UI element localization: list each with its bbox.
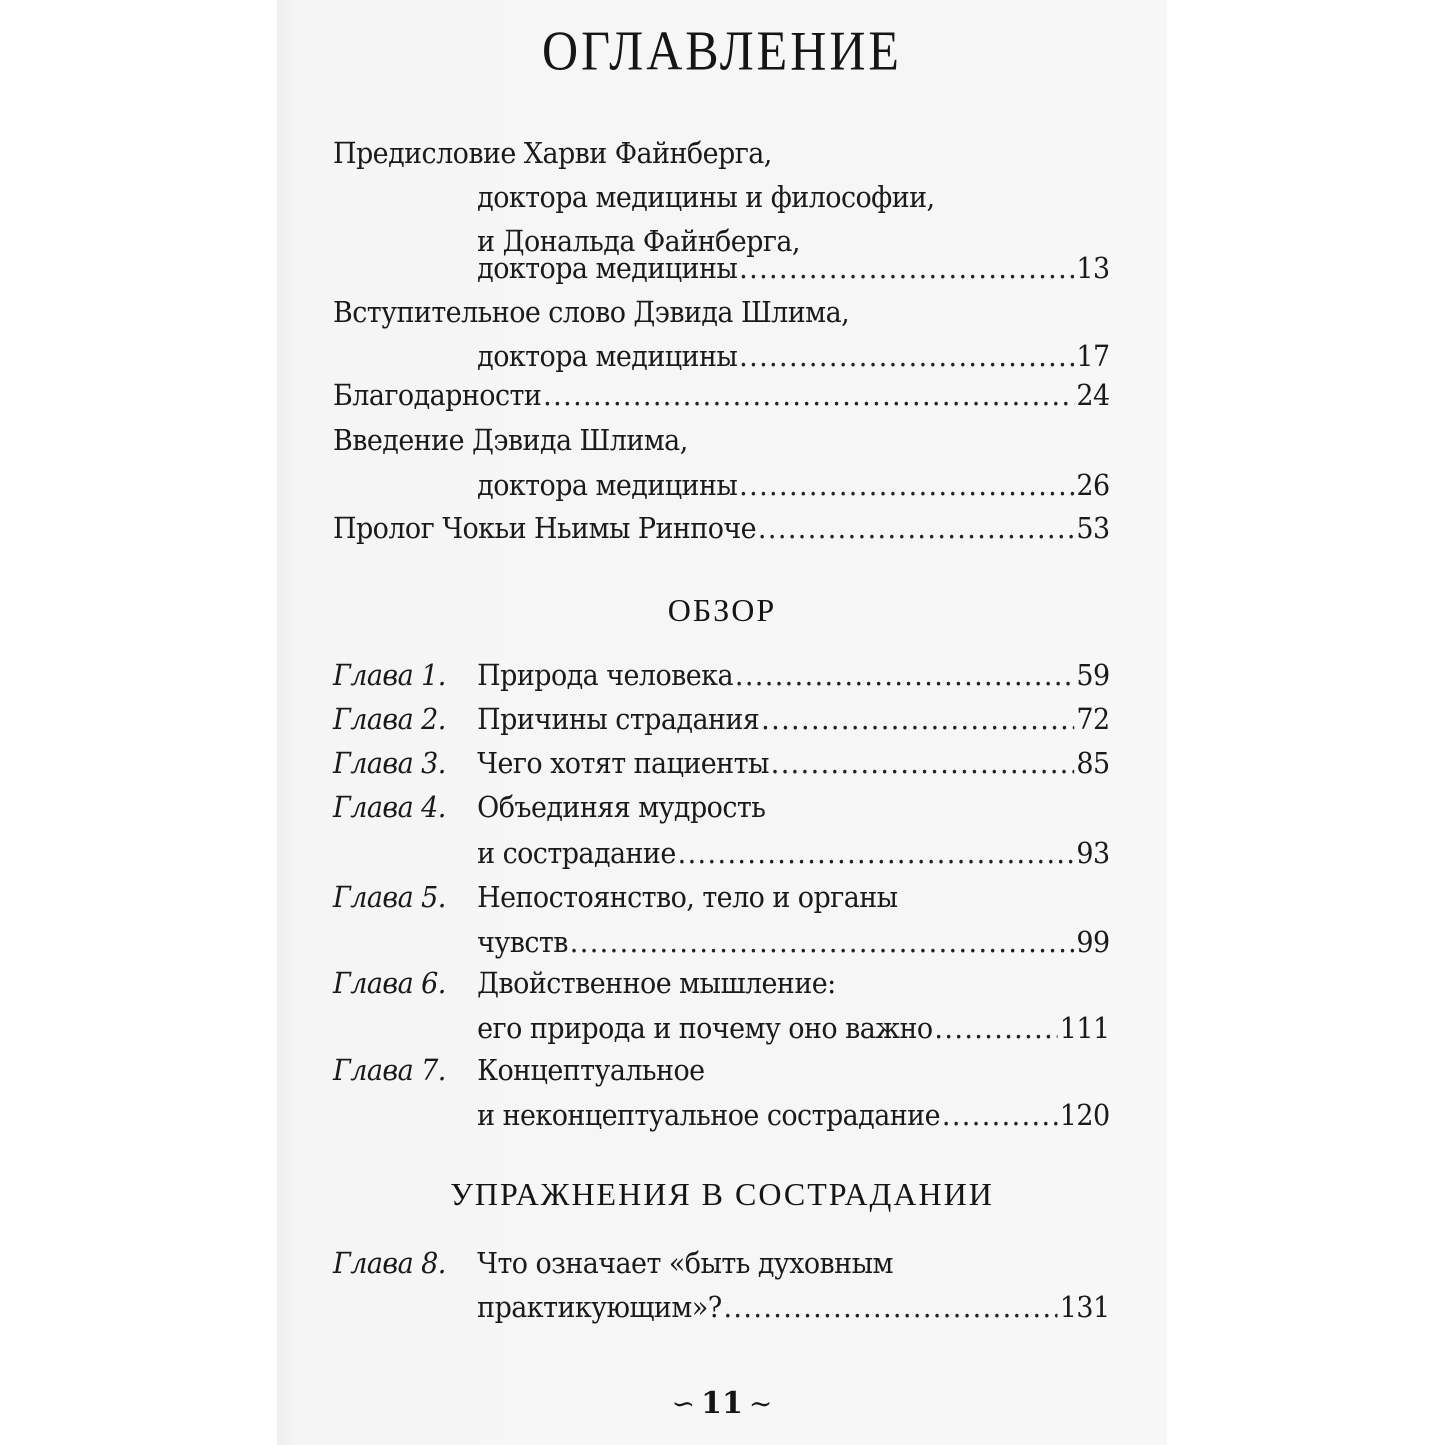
chapter-label: Глава 1.	[333, 658, 446, 692]
leader-dots	[678, 833, 1075, 873]
section-title-overview: ОБЗОР	[667, 592, 777, 628]
toc-entry-chapter-8-page-line	[333, 1287, 1110, 1327]
ornament-left-icon: ∽	[671, 1387, 696, 1420]
entry-text: Природа человека	[477, 658, 733, 692]
book-page	[277, 0, 1167, 1445]
chapter-label: Глава 3.	[333, 746, 446, 780]
page-footer	[277, 1386, 1167, 1421]
toc-entry-chapter-1[interactable]	[333, 655, 1110, 695]
toc-entry-acknowledgements[interactable]	[333, 375, 1110, 415]
page-number: 26	[1076, 468, 1110, 502]
entry-text: Вступительное слово Дэвида Шлима,	[333, 295, 850, 329]
page-number: 85	[1076, 746, 1110, 780]
leader-dots	[739, 248, 1074, 288]
leader-dots	[739, 465, 1074, 505]
page-number: 72	[1076, 702, 1110, 736]
toc-entry-chapter-7-page-line	[333, 1095, 1110, 1135]
entry-text: чувств	[477, 925, 568, 959]
page-number: 59	[1076, 658, 1110, 692]
entry-text: Двойственное мышление:	[477, 966, 836, 1000]
section-title-exercises: УПРАЖНЕНИЯ В СОСТРАДАНИИ	[450, 1176, 994, 1212]
chapter-label: Глава 7.	[333, 1053, 446, 1087]
toc-entry-chapter-8[interactable]	[333, 1243, 1110, 1283]
leader-dots	[758, 508, 1075, 548]
entry-text: и неконцептуальное сострадание	[477, 1098, 940, 1132]
chapter-label: Глава 8.	[333, 1246, 446, 1280]
page-number: 99	[1076, 925, 1110, 959]
toc-entry-chapter-5[interactable]	[333, 877, 1110, 917]
toc-entry-chapter-7[interactable]	[333, 1050, 1110, 1090]
toc-entry-preface-page-line	[333, 248, 1110, 288]
toc-entry-prologue[interactable]	[333, 508, 1110, 548]
leader-dots	[570, 922, 1075, 962]
page-number: 53	[1076, 511, 1110, 545]
toc-entry-chapter-2[interactable]	[333, 699, 1110, 739]
entry-text: Объединяя мудрость	[477, 790, 766, 824]
toc-entry-chapter-3[interactable]	[333, 743, 1110, 783]
entry-text: его природа и почему оно важно	[477, 1011, 933, 1045]
toc-entry-chapter-6[interactable]	[333, 963, 1110, 1003]
toc-entry-chapter-6-page-line	[333, 1008, 1110, 1048]
leader-dots	[543, 375, 1074, 415]
leader-dots	[771, 743, 1075, 783]
page-number: 120	[1059, 1098, 1110, 1132]
leader-dots	[942, 1095, 1058, 1135]
entry-text: Концептуальное	[477, 1053, 705, 1087]
entry-text: и сострадание	[477, 836, 676, 870]
chapter-label: Глава 5.	[333, 880, 446, 914]
toc-entry-preface[interactable]	[333, 133, 1110, 173]
entry-text: доктора медицины	[477, 251, 738, 285]
page-number: 111	[1059, 1011, 1110, 1045]
chapter-label: Глава 4.	[333, 790, 446, 824]
chapter-label: Глава 6.	[333, 966, 446, 1000]
entry-text: Введение Дэвида Шлима,	[333, 423, 688, 457]
ornament-right-icon: ∼	[748, 1387, 773, 1420]
leader-dots	[934, 1008, 1057, 1048]
chapter-label: Глава 2.	[333, 702, 446, 736]
entry-text: доктора медицины	[477, 468, 738, 502]
entry-text: и Дональда Файнберга,	[477, 224, 800, 258]
toc-entry-preface-cont	[333, 177, 1110, 217]
page-number: 13	[1076, 251, 1110, 285]
page-number: 24	[1076, 378, 1110, 412]
entry-text: Чего хотят пациенты	[477, 746, 769, 780]
entry-text: практикующим»?	[477, 1290, 722, 1324]
toc-entry-introduction-page-line	[333, 465, 1110, 505]
toc-entry-chapter-5-page-line	[333, 922, 1110, 962]
leader-dots	[739, 336, 1074, 376]
footer-page-number: 11	[701, 1386, 743, 1421]
entry-text: Непостоянство, тело и органы	[477, 880, 898, 914]
entry-text: Причины страдания	[477, 702, 760, 736]
page-number: 131	[1059, 1290, 1110, 1324]
toc-entry-foreword-page-line	[333, 336, 1110, 376]
entry-text: Благодарности	[333, 378, 542, 412]
toc-entry-chapter-4[interactable]	[333, 787, 1110, 827]
toc-title: ОГЛАВЛЕНИЕ	[542, 19, 902, 82]
page-number: 17	[1076, 339, 1110, 373]
entry-text: доктора медицины	[477, 339, 738, 373]
leader-dots	[761, 699, 1074, 739]
page-number: 93	[1076, 836, 1110, 870]
leader-dots	[723, 1287, 1057, 1327]
entry-text: доктора медицины и философии,	[477, 180, 935, 214]
entry-text: Пролог Чокьи Ньимы Ринпоче	[333, 511, 757, 545]
leader-dots	[735, 655, 1075, 695]
toc-entry-introduction[interactable]	[333, 420, 1110, 460]
toc-entry-foreword[interactable]	[333, 292, 1110, 332]
toc-entry-chapter-4-page-line	[333, 833, 1110, 873]
entry-text: Что означает «быть духовным	[477, 1246, 893, 1280]
entry-text: Предисловие Харви Файнберга,	[333, 136, 772, 170]
